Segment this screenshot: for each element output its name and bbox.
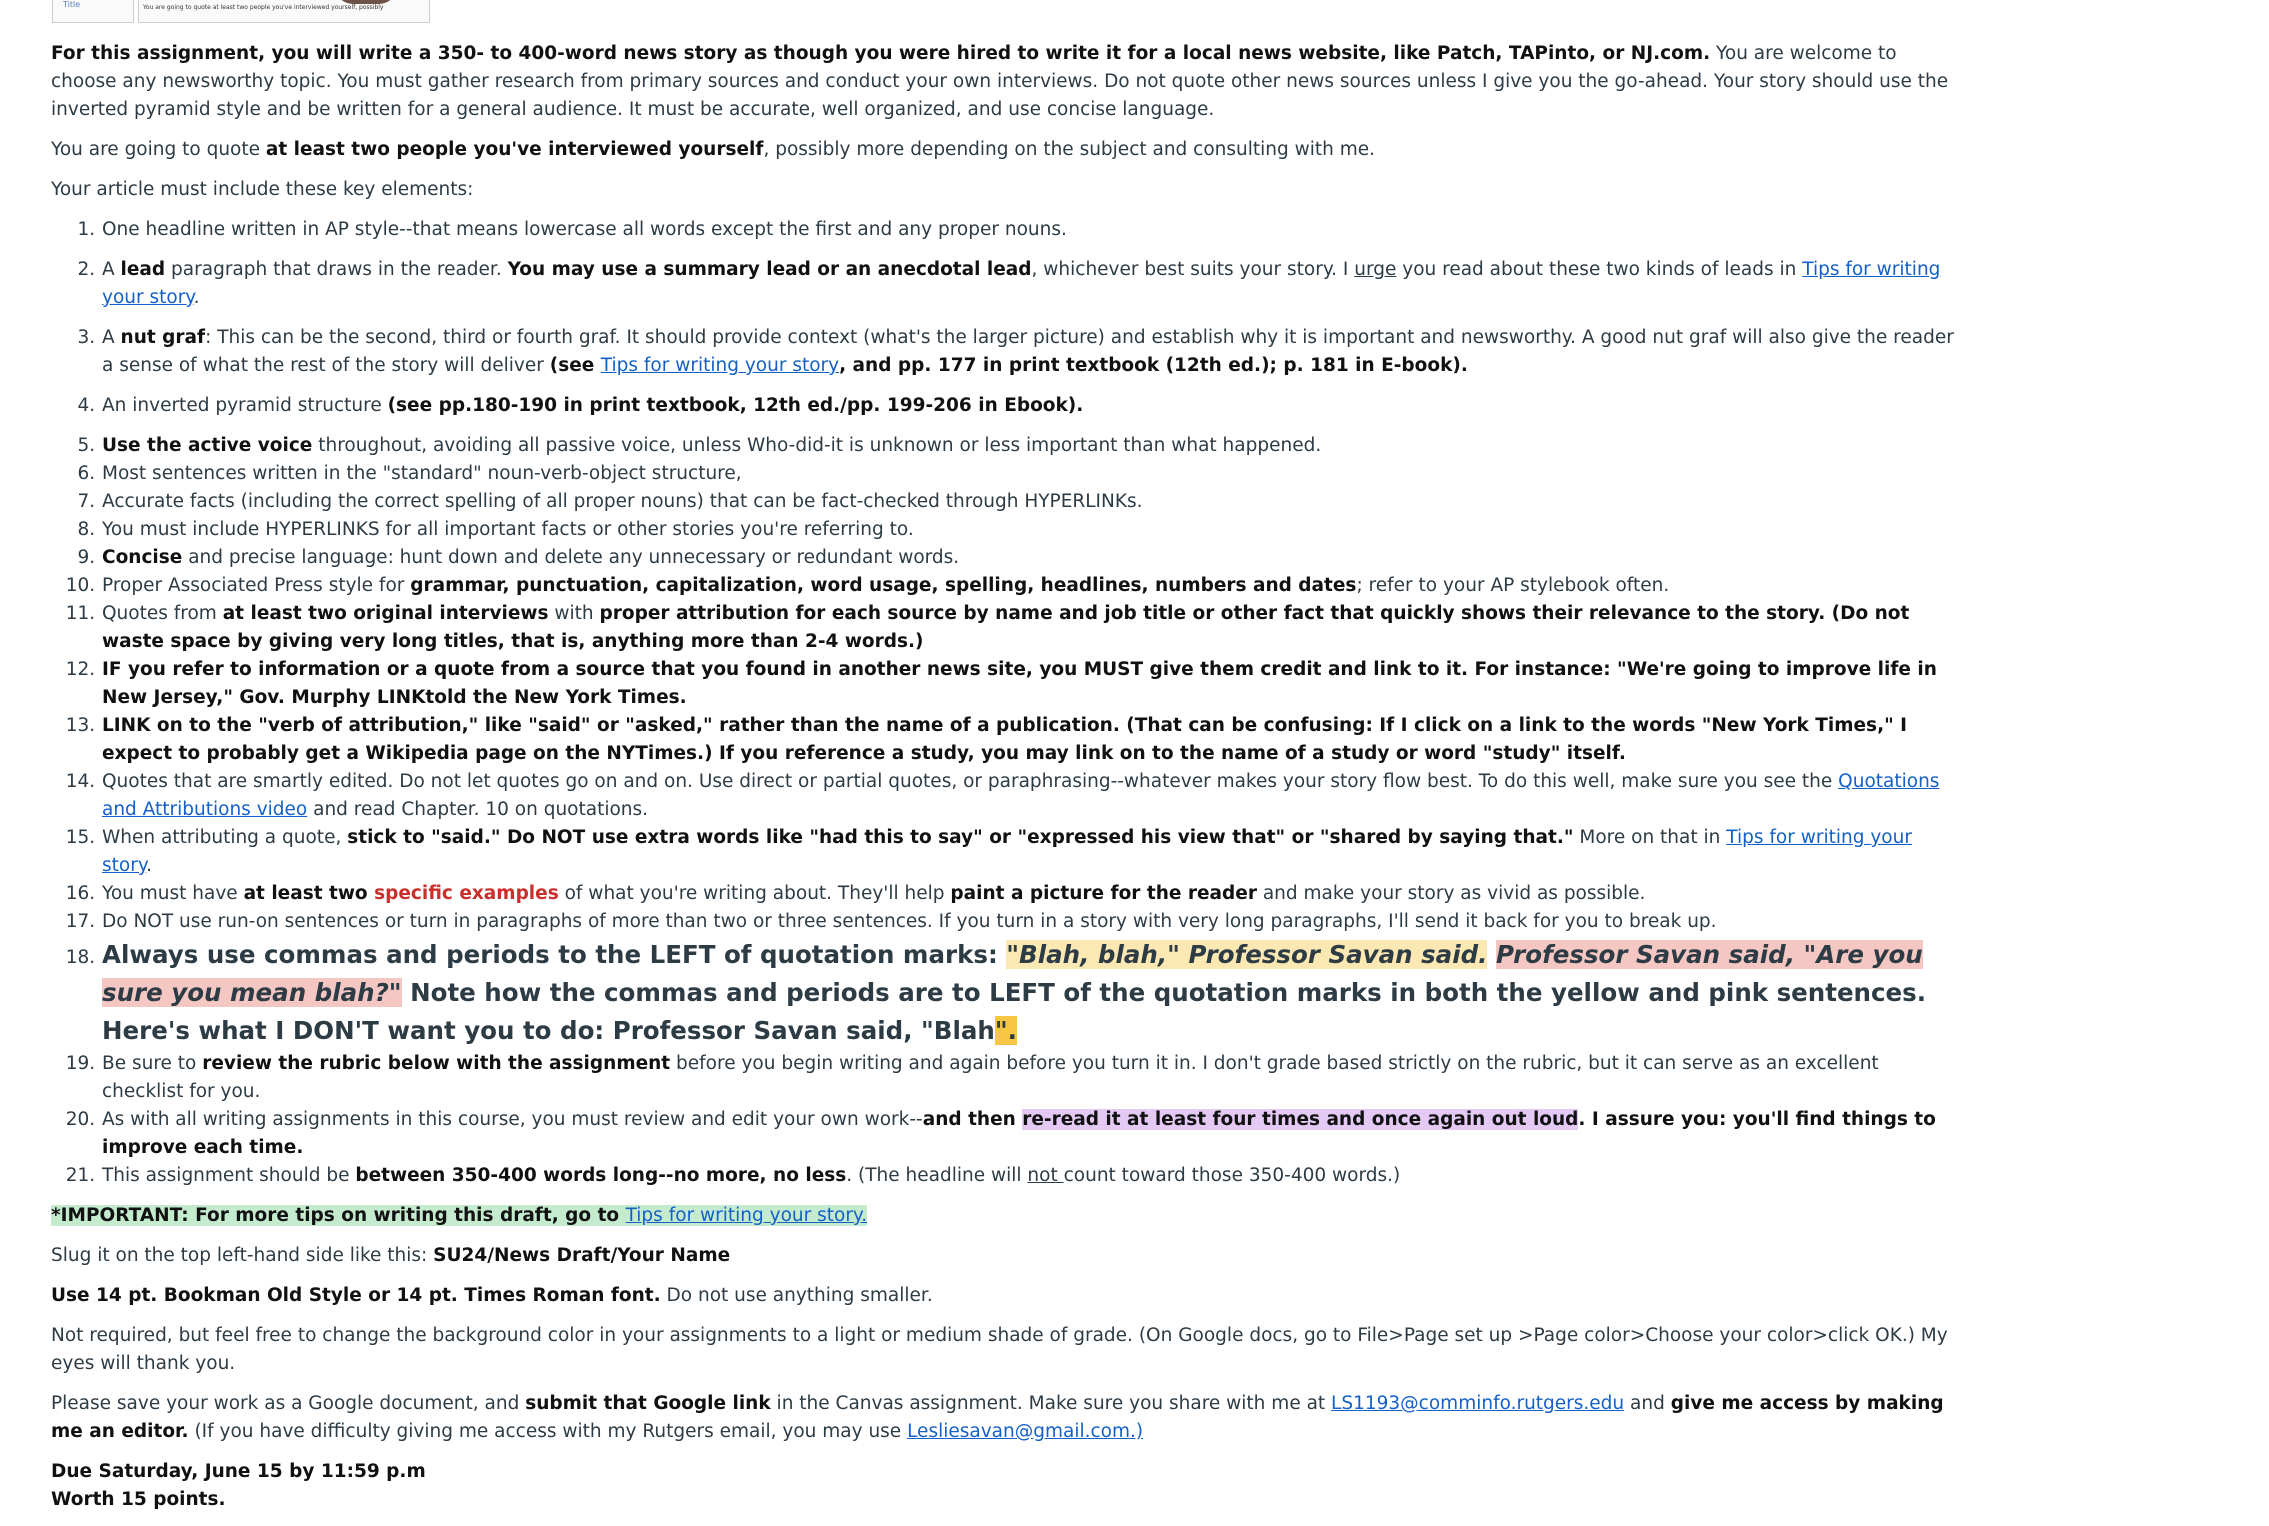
thumbnail-image-1[interactable] bbox=[52, 0, 134, 23]
list-item: 6. Most sentences written in the "standard" noun-verb-object structure, bbox=[101, 460, 1956, 488]
list-item bbox=[101, 600, 1956, 656]
due-info bbox=[51, 1458, 1956, 1514]
slug-paragraph bbox=[51, 1242, 1956, 1270]
i11-a: Quotes from bbox=[102, 603, 223, 624]
i3-a: A bbox=[102, 327, 121, 348]
i16-f: and make your story as vivid as possible. bbox=[1256, 883, 1646, 904]
i5-a: Use the active voice bbox=[102, 435, 313, 456]
i3-d: (see bbox=[549, 355, 601, 376]
i12-text: IF you refer to information or a quote from a source that you found in another news site, you MUST give them credit and link to it. For instance: "We're going to improve life in New Jersey," Gov. Murphy LINKtold the New York Times. bbox=[102, 659, 1937, 708]
list-item bbox=[101, 392, 1956, 420]
i21-a: This assignment should be bbox=[102, 1165, 356, 1186]
i19-a: Be sure to bbox=[102, 1053, 203, 1074]
intro-paragraph bbox=[51, 40, 1956, 124]
i11-b: at least two original interviews bbox=[222, 603, 549, 624]
list-item bbox=[101, 880, 1956, 908]
i2-e: , whichever best suits your story. I bbox=[1031, 259, 1355, 280]
list-item bbox=[101, 712, 1956, 768]
important-note bbox=[51, 1202, 1956, 1230]
list-item bbox=[101, 324, 1956, 380]
i3-b: nut graf bbox=[120, 327, 206, 348]
key-elements-intro: Your article must include these key elements: bbox=[51, 179, 474, 200]
list-item bbox=[101, 256, 1956, 312]
i18-e: Note how the commas and periods are to LEFT of the quotation marks in both the yellow and pink sentences. Here's what I DON'T want you to do: Professor Savan said, "Blah bbox=[102, 978, 1927, 1045]
intro-rest: You are welcome to choose any newsworthy topic. You must gather research from primary sources and conduct your own interviews. Do not quote other news sources unless I give you the go-ahead. Your story should use the inverted pyramid style and be written for a general audience. It must be accurate, well organized, and use concise language. bbox=[51, 43, 1949, 120]
save-d: and bbox=[1624, 1393, 1671, 1414]
quote-paragraph bbox=[51, 136, 1956, 164]
i2-h: . bbox=[193, 287, 200, 308]
list-item bbox=[101, 936, 1956, 1050]
i18-c bbox=[1487, 940, 1496, 969]
font-paragraph bbox=[51, 1282, 1956, 1310]
intro-bold: For this assignment, you will write a 350- to 400-word news story as though you were hired to write it for a local news website, like Patch, TAPinto, or NJ.com. bbox=[51, 43, 1711, 64]
quote-para-b: at least two people you've interviewed yourself bbox=[265, 139, 764, 160]
key-elements-list bbox=[51, 216, 1956, 1190]
i16-b: at least two bbox=[243, 883, 375, 904]
i4-a: An inverted pyramid structure bbox=[102, 395, 388, 416]
i2-c: paragraph that draws in the reader. bbox=[165, 259, 508, 280]
i21-e: count toward those 350-400 words.) bbox=[1063, 1165, 1401, 1186]
i4-b: (see pp.180-190 in print textbook, 12th ed./pp. 199-206 in Ebook). bbox=[387, 395, 1084, 416]
save-f: (If you have difficulty giving me access with my Rutgers email, you may use bbox=[188, 1421, 908, 1442]
list-item bbox=[101, 824, 1956, 880]
wrong-punctuation-highlight: ". bbox=[994, 1016, 1017, 1045]
i13-text: LINK on to the "verb of attribution," like "said" or "asked," rather than the name of a publication. (That can be confusing: If I click on a link to the words "New York Times," I expect to probably get a Wikipedia page on the NYTimes.) If you reference a study, you may link on to the name of a study or word "study" itself. bbox=[102, 715, 1908, 764]
rutgers-email-link[interactable]: LS1193@comminfo.rutgers.edu bbox=[1331, 1393, 1625, 1414]
list-item: 1. One headline written in AP style--that means lowercase all words except the first and any proper nouns. bbox=[101, 216, 1956, 244]
i2-d: You may use a summary lead or an anecdotal lead bbox=[507, 259, 1032, 280]
list-item bbox=[101, 656, 1956, 712]
i15-a: When attributing a quote, bbox=[102, 827, 348, 848]
tips-link[interactable]: Tips for writing your story bbox=[600, 355, 840, 376]
list-item bbox=[101, 544, 1956, 572]
quotations-video-link[interactable]: Quotations and Attributions video bbox=[102, 771, 1940, 820]
thumbnail-title-text: Title bbox=[63, 0, 81, 9]
i10-b: grammar, punctuation, capitalization, word usage, spelling, headlines, numbers and dates bbox=[410, 575, 1357, 596]
thumbnail-image-2[interactable] bbox=[138, 0, 430, 23]
i5-b: throughout, avoiding all passive voice, unless Who-did-it is unknown or less important than what happened. bbox=[312, 435, 1322, 456]
list-item bbox=[101, 432, 1956, 460]
i20-purple-highlight: re-read it at least four times and once again out loud bbox=[1022, 1109, 1579, 1130]
background-paragraph: Not required, but feel free to change the background color in your assignments to a light or medium shade of grade. (On Google docs, go to File>Page set up >Page color>Choose your color>click OK.) My eyes will thank you. bbox=[51, 1325, 1948, 1374]
list-item bbox=[101, 572, 1956, 600]
assignment-document bbox=[51, 40, 1956, 1526]
font-para-b: Do not use anything smaller. bbox=[660, 1285, 933, 1306]
i2-g: you read about these two kinds of leads in bbox=[1396, 259, 1803, 280]
i14-b: and read Chapter. 10 on quotations. bbox=[307, 799, 649, 820]
due-date: Due Saturday, June 15 by 11:59 p.m bbox=[51, 1461, 426, 1482]
pink-example-sentence: Professor Savan said, "Are you sure you mean blah?" bbox=[102, 940, 1923, 1007]
i20-a: As with all writing assignments in this course, you must review and edit your own work-- bbox=[102, 1109, 923, 1130]
i20-d: . I assure you: you'll find things to improve each time. bbox=[102, 1109, 1936, 1158]
i2-a: A bbox=[102, 259, 121, 280]
i10-a: Proper Associated Press style for bbox=[102, 575, 411, 596]
list-item bbox=[101, 1162, 1956, 1190]
quote-para-a: You are going to quote bbox=[51, 139, 266, 160]
i16-a: You must have bbox=[102, 883, 244, 904]
yellow-example-sentence: "Blah, blah," Professor Savan said. bbox=[1006, 940, 1488, 969]
save-a: Please save your work as a Google document, and bbox=[51, 1393, 526, 1414]
thumbnail-note-line-2: You are going to quote at least two people you've interviewed yourself, possibly bbox=[143, 4, 384, 11]
list-item bbox=[101, 1106, 1956, 1162]
i3-e: , and pp. 177 in print textbook (12th ed.); p. 181 in E-book). bbox=[839, 355, 1468, 376]
i20-b: and then bbox=[922, 1109, 1023, 1130]
i19-b: review the rubric below with the assignment bbox=[202, 1053, 671, 1074]
save-e: give me access by making me an editor. bbox=[51, 1393, 1944, 1442]
points-worth: Worth 15 points. bbox=[51, 1489, 226, 1510]
i16-e: paint a picture for the reader bbox=[950, 883, 1257, 904]
list-item: 17. Do NOT use run-on sentences or turn in paragraphs of more than two or three sentences. If you turn in a story with very long paragraphs, I'll send it back for you to break up. bbox=[101, 908, 1956, 936]
i21-c: . (The headline will bbox=[846, 1165, 1028, 1186]
list-item: 8. You must include HYPERLINKS for all important facts or other stories you're referring to. bbox=[101, 516, 1956, 544]
i2-f: urge bbox=[1354, 259, 1397, 280]
slug-b: SU24/News Draft/Your Name bbox=[433, 1245, 731, 1266]
list-item: 7. Accurate facts (including the correct spelling of all proper nouns) that can be fact-checked through HYPERLINKs. bbox=[101, 488, 1956, 516]
i16-c: specific examples bbox=[374, 883, 559, 904]
i11-d: proper attribution bbox=[599, 603, 790, 624]
i2-b: lead bbox=[120, 259, 166, 280]
i15-c: More on that in bbox=[1573, 827, 1727, 848]
tips-link[interactable]: Tips for writing your story bbox=[102, 827, 1912, 876]
quote-para-c: , possibly more depending on the subject and consulting with me. bbox=[763, 139, 1376, 160]
list-item bbox=[101, 1050, 1956, 1106]
slug-a: Slug it on the top left-hand side like this: bbox=[51, 1245, 434, 1266]
i18-a: Always use commas and periods to the LEFT of quotation marks: bbox=[102, 940, 1007, 969]
i21-b: between 350-400 words long--no more, no less bbox=[355, 1165, 847, 1186]
gmail-email-link[interactable]: Lesliesavan@gmail.com.) bbox=[907, 1421, 1144, 1442]
top-thumbnail-strip bbox=[0, 0, 2269, 24]
i14-a: Quotes that are smartly edited. Do not let quotes go on and on. Use direct or partial quotes, or paraphrasing--whatever makes your story flow best. To do this well, make sure you see the bbox=[102, 771, 1839, 792]
i19-c: before you begin writing and again before you turn it in. I don't grade based strictly on the rubric, but it can serve as an excellent checklist for you. bbox=[102, 1053, 1879, 1102]
save-b: submit that Google link bbox=[525, 1393, 771, 1414]
tips-link[interactable]: Tips for writing your story bbox=[102, 259, 1941, 308]
i16-d: of what you're writing about. They'll help bbox=[558, 883, 951, 904]
important-a: *IMPORTANT: For more tips on writing this draft, go to bbox=[51, 1205, 626, 1226]
tips-link[interactable]: Tips for writing your story. bbox=[625, 1205, 868, 1226]
i11-c: with bbox=[548, 603, 600, 624]
i10-c: ; refer to your AP stylebook often. bbox=[1356, 575, 1670, 596]
i11-e: for each source by name and job title or other fact that quickly shows their relevance to the story. (Do not waste space by giving very long titles, that is, anything more than 2-4 words.) bbox=[102, 603, 1910, 652]
i15-b: stick to "said." Do NOT use extra words like "had this to say" or "expressed his view that" or "shared by saying that." bbox=[347, 827, 1574, 848]
list-item bbox=[101, 768, 1956, 824]
i3-c: : This can be the second, third or fourth graf. It should provide context (what's the larger picture) and establish why it is important and newsworthy. A good nut graf will also give the reader a sense of what the rest of the story will deliver bbox=[102, 327, 1954, 376]
i21-d: not bbox=[1027, 1165, 1064, 1186]
save-paragraph bbox=[51, 1390, 1956, 1446]
i9-b: and precise language: hunt down and delete any unnecessary or redundant words. bbox=[182, 547, 960, 568]
i15-d: . bbox=[146, 855, 153, 876]
font-para-a: Use 14 pt. Bookman Old Style or 14 pt. Times Roman font. bbox=[51, 1285, 661, 1306]
save-c: in the Canvas assignment. Make sure you share with me at bbox=[770, 1393, 1332, 1414]
i9-a: Concise bbox=[102, 547, 183, 568]
